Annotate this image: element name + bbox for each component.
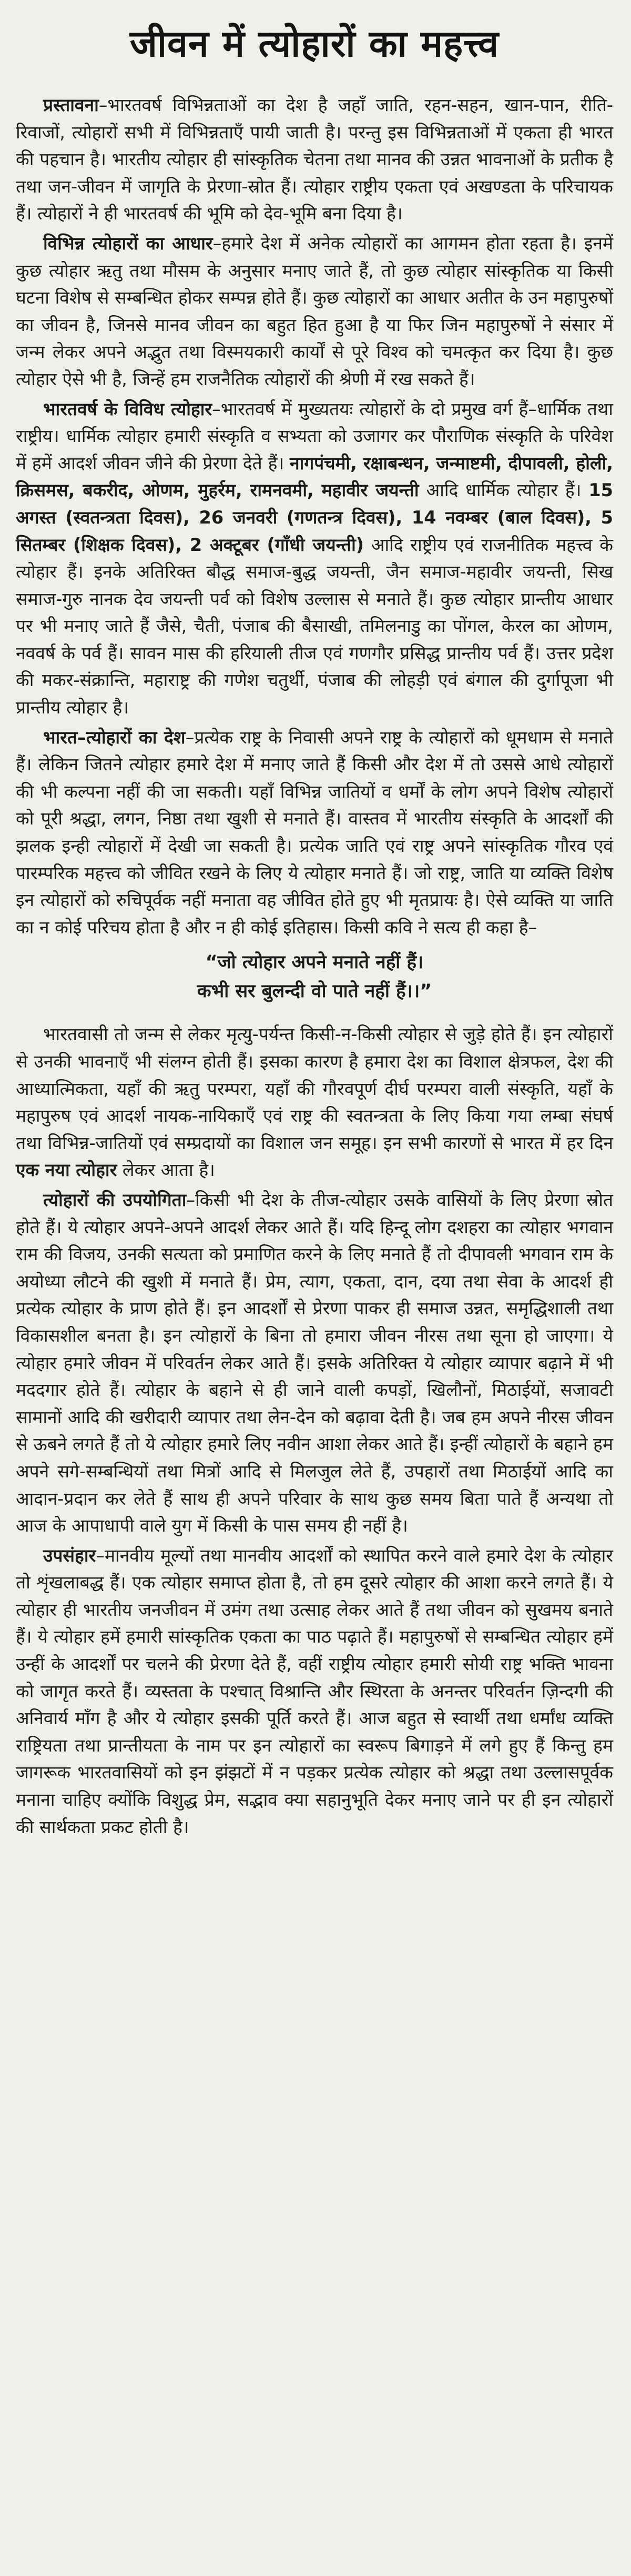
life-text-1: भारतवासी तो जन्म से लेकर मृत्यु-पर्यन्त किसी-न-किसी त्योहार से जुड़े होते हैं। इन त्योहारों से उनकी भावनाएँ भी संलग्न होती हैं। इसका कारण है हमारा देश का विशाल क्षेत्रफल, देश की आध्यात्मिकता, यहाँ की ऋतु परम्परा, यहाँ की गौरवपूर्ण दीर्घ परम्परा वाली संस्कृति, यहाँ के महापुरुष एवं आदर्श नायक-नायिकाएँ एवं राष्ट्र की स्वतन्त्रता के लिए किया गया लम्बा संघर्ष तथा विभिन्न-जातियों एवं सम्प्रदायों का विशाल जन समूह। इन सभी कारणों से भारत में हर दिन — [16, 1024, 613, 1153]
types-paragraph — [16, 396, 613, 721]
basis-heading: विभिन्न त्योहारों का आधार — [43, 233, 213, 254]
poem-quote — [16, 948, 613, 1006]
types-text-1: –भारतवर्ष में मुख्यतयः त्योहारों के दो प्रमुख वर्ग हैं–धार्मिक तथा राष्ट्रीय। धार्मिक त्योहार हमारी संस्कृति व सभ्यता को उजागर कर पौराणिक संस्कृति के परिवेश में हमें आदर्श जीवन जीने की प्रेरणा देते हैं। — [16, 398, 613, 474]
basis-paragraph — [16, 230, 613, 393]
land-paragraph — [16, 724, 613, 941]
conclusion-heading: उपसंहार — [43, 1545, 96, 1566]
life-highlight: एक नया त्योहार — [16, 1160, 117, 1181]
national-festivals-list: 15 अगस्त (स्वतन्त्रता दिवस), 26 जनवरी (गणतन्त्र दिवस), 14 नवम्बर (बाल दिवस), 5 सितम्बर (शिक्षक दिवस), 2 अक्टूबर (गाँधी जयन्ती) — [16, 480, 613, 555]
types-text-3: आदि राष्ट्रीय एवं राजनीतिक महत्त्व के त्योहार हैं। इनके अतिरिक्त बौद्ध समाज-बुद्ध जयन्ती, जैन समाज-महावीर जयन्ती, सिख समाज-गुरु नानक देव जयन्ती पर्व को विशेष उल्लास से मनाते हैं। कुछ त्योहार प्रान्तीय आधार पर भी मनाए जाते हैं जैसे, चैती, पंजाब की बैसाखी, तमिलनाडु का पोंगल, केरल का ओणम, नववर्ष के पर्व हैं। सावन मास की हरियाली तीज एवं गणगौर प्रसिद्ध प्रान्तीय पर्व हैं। उत्तर प्रदेश की मकर-संक्रान्ति, महाराष्ट्र की गणेश चतुर्थी, पंजाब की लोहड़ी एवं बंगाल की दुर्गापूजा भी प्रान्तीय त्योहार है। — [16, 534, 613, 718]
land-text: –प्रत्येक राष्ट्र के निवासी अपने राष्ट्र के त्योहारों को धूमधाम से मनाते हैं। लेकिन जितने त्योहार हमारे देश में मनाए जाते हैं किसी और देश में तो उससे आधे त्योहारों की भी कल्पना नहीं की जा सकती। यहाँ विभिन्न जातियों व धर्मों के लोग अपने विशेष त्योहारों को पूरी श्रद्धा, लगन, निष्ठा तथा खुशी से मनाते हैं। वास्तव में भारतीय संस्कृति के आदर्शों की झलक इन्ही त्योहारों में देखी जा सकती है। प्रत्येक जाति एवं राष्ट्र अपने सांस्कृतिक गौरव एवं पारम्परिक महत्त्व को जीवित रखने के लिए ये त्योहार मनाते हैं। जो राष्ट्र, जाति या व्यक्ति विशेष इन त्योहारों को रुचिपूर्वक नहीं मनाता वह जीवित होते हुए भी मृतप्रायः है। ऐसे व्यक्ति या जाति का न कोई परिचय होता है और न ही कोई इतिहास। किसी कवि ने सत्य ही कहा है– — [16, 727, 613, 938]
land-heading: भारत–त्योहारों का देश — [43, 727, 186, 748]
conclusion-text: –मानवीय मूल्यों तथा मानवीय आदर्शों को स्थापित करने वाले हमारे देश के त्योहार तो शृंखलाबद्ध हैं। एक त्योहार समाप्त होता है, तो हम दूसरे त्योहार की आशा करने लगते हैं। ये त्योहार ही भारतीय जनजीवन में उमंग तथा उत्साह लेकर आते हैं तथा जीवन को सुखमय बनाते हैं। ये त्योहार हमें हमारी सांस्कृतिक एकता का पाठ पढ़ाते हैं। महापुरुषों से सम्बन्धित त्योहार हमें उन्हीं के आदर्शों पर चलने की प्रेरणा देते हैं, वहीं राष्ट्रीय त्योहार हमारी सोयी राष्ट्र भक्ति भावना को जागृत करते हैं। व्यस्तता के पश्चात् विश्रान्ति और स्थिरता के अनन्तर परिवर्तन ज़िन्दगी की अनिवार्य माँग है और ये त्योहार इसकी पूर्ति करते हैं। आज बहुत से स्वार्थी तथा धर्मांध व्यक्ति राष्ट्रियता तथा प्रान्तीयता के नाम पर इन त्योहारों का स्वरूप बिगाड़ने में लगे हुए हैं किन्तु हम जागरूक भारतवासियों को इन झंझटों में न पड़कर प्रत्येक त्योहार को श्रद्धा तथा उल्लासपूर्वक मनाना चाहिए क्योंकि विशुद्ध प्रेम, सद्भाव क्या सहानुभूति देकर मनाए जाने पर ही इन त्योहारों की सार्थकता प्रकट होती है। — [16, 1545, 613, 1837]
page-title: जीवन में त्योहारों का महत्त्व — [129, 22, 500, 65]
utility-text: –किसी भी देश के तीज-त्योहार उसके वासियों के लिए प्रेरणा स्रोत होते हैं। ये त्योहार अपने-अपने आदर्श लेकर आते हैं। यदि हिन्दू लोग दशहरा का त्योहार भगवान राम की विजय, उनकी सत्यता को प्रमाणित करने के लिए मनाते हैं तो दीपावली भगवान राम के अयोध्या लौटने की खुशी में मनाते हैं। प्रेम, त्याग, एकता, दान, दया तथा सेवा के आदर्श ही प्रत्येक त्योहार के प्राण होते हैं। इन आदर्शों से प्रेरणा पाकर ही समाज उन्नत, समृद्धिशाली तथा विकासशील बनता है। इन त्योहारों के बिना तो हमारा जीवन नीरस तथा सूना हो जाएगा। ये त्योहार हमारे जीवन में परिवर्तन लेकर आते हैं। इसके अतिरिक्त ये त्योहार व्यापार बढ़ाने में भी मददगार होते हैं। त्योहार के बहाने से ही जाने वाली कपड़ों, खिलौनों, मिठाईयों, सजावटी सामानों आदि की खरीदारी व्यापार तथा लेन-देन को बढ़ावा देती है। जब हम अपने नीरस जीवन से ऊबने लगते हैं तो ये त्योहार हमारे लिए नवीन आशा लेकर आते हैं। इन्हीं त्योहारों के बहाने हम अपने सगे-सम्बन्धियों तथा मित्रों आदि से मिलजुल लेते हैं, उपहारों तथा मिठाईयों आदि का आदान-प्रदान कर लेते हैं साथ ही अपने परिवार के साथ कुछ समय बिता पाते हैं अन्यथा तो आज के आपाधापी वाले युग में किसी के पास समय ही नहीं है। — [16, 1189, 613, 1536]
life-paragraph — [16, 1021, 613, 1184]
intro-paragraph — [16, 92, 613, 227]
conclusion-paragraph — [16, 1542, 613, 1841]
utility-heading: त्योहारों की उपयोगिता — [43, 1189, 187, 1210]
utility-paragraph — [16, 1186, 613, 1539]
types-heading: भारतवर्ष के विविध त्योहार — [43, 398, 212, 419]
intro-heading: प्रस्तावना — [43, 95, 99, 115]
types-text-2: आदि धार्मिक त्योहार हैं। — [419, 480, 589, 501]
religious-festivals-list: नागपंचमी, रक्षाबन्धन, जन्माष्टमी, दीपावली, होली, क्रिसमस, बकरीद, ओणम, मुहर्रम, रामनवमी, महावीर जयन्ती — [16, 452, 613, 501]
intro-text: –भारतवर्ष विभिन्नताओं का देश है जहाँ जाति, रहन-सहन, खान-पान, रीति-रिवाजों, त्योहारों सभी में विभिन्नताएँ पायी जाती है। परन्तु इस विभिन्नताओं में एकता ही भारत की पहचान है। भारतीय त्योहार ही सांस्कृतिक चेतना तथा मानव की उन्नत भावनाओं के प्रतीक है तथा जन-जीवन में जागृति के प्रेरणा-स्रोत हैं। त्योहार राष्ट्रीय एकता एवं अखण्डता के परिचायक हैं। त्योहारों ने ही भारतवर्ष की भूमि को देव-भूमि बना दिया है। — [16, 95, 613, 224]
quote-line-1: “जो त्योहार अपने मनाते नहीं हैं। — [205, 952, 424, 973]
quote-line-2: कभी सर बुलन्दी वो पाते नहीं हैं।।” — [197, 981, 432, 1002]
life-text-2: लेकर आता है। — [117, 1160, 215, 1181]
essay-body — [16, 92, 613, 1840]
basis-text: –हमारे देश में अनेक त्योहारों का आगमन होता रहता है। इनमें कुछ त्योहार ऋतु तथा मौसम के अनुसार मनाए जाते हैं, तो कुछ त्योहार सांस्कृतिक या किसी घटना विशेष से सम्बन्धित होकर सम्पन्न होते हैं। कुछ त्योहारों का आधार अतीत के उन महापुरुषों का जीवन है, जिनसे मानव जीवन का बहुत हित हुआ है या फिर जिन महापुरुषों ने संसार में जन्म लेकर अपने अद्भुत तथा विस्मयकारी कार्यों से पूरे विश्व को चमत्कृत कर दिया है। कुछ त्योहार ऐसे भी है, जिन्हें हम राजनैतिक त्योहारों की श्रेणी में रख सकते हैं। — [16, 233, 613, 389]
